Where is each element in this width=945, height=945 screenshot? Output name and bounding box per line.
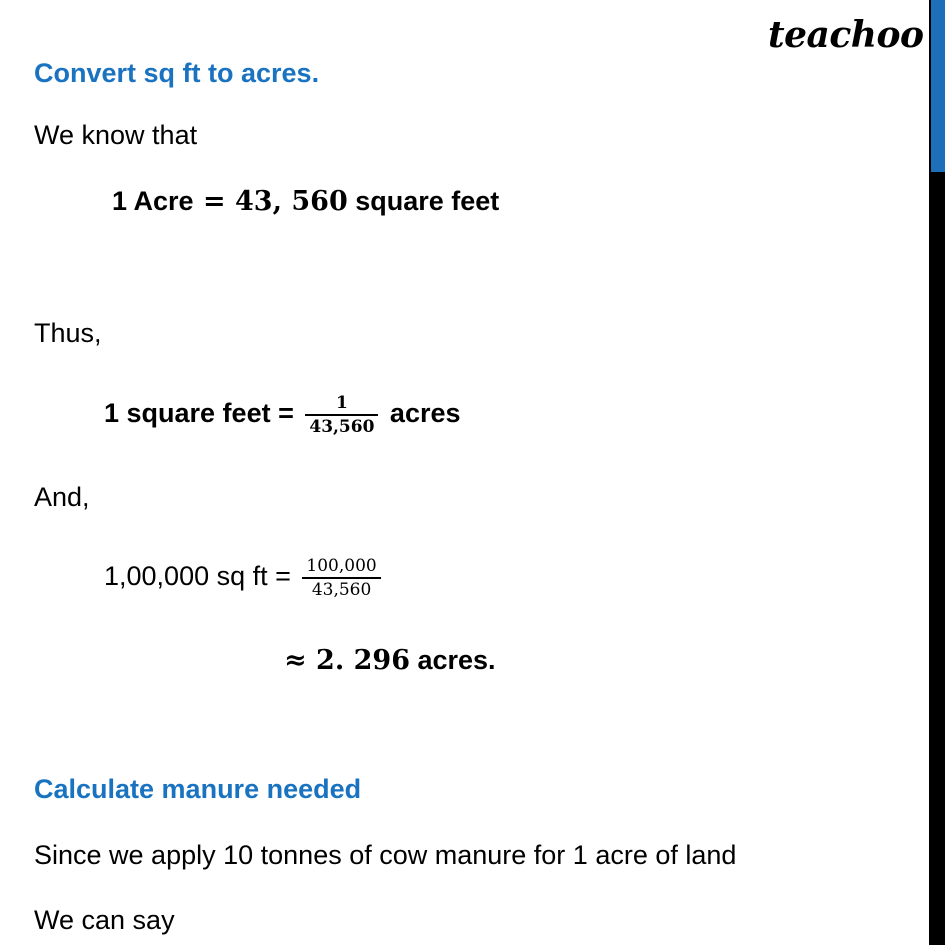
approx-unit: acres. (409, 645, 496, 675)
sqft-numerator: 1 (305, 392, 378, 416)
conversion-label: 1,00,000 sq ft = (104, 561, 299, 592)
thus-text: Thus, (34, 318, 102, 348)
conversion-equation (104, 555, 385, 601)
scrollbar-thumb[interactable] (931, 0, 945, 172)
manure-rate-text: Since we apply 10 tonnes of cow manure for 1 acre of land (34, 840, 737, 870)
conversion-fraction (302, 555, 380, 601)
conversion-numerator: 100,000 (302, 555, 380, 579)
sqft-label: 1 square feet = (104, 398, 302, 429)
section-heading-manure: Calculate manure needed (34, 774, 362, 804)
sqft-fraction (305, 392, 378, 438)
approx-result (284, 645, 496, 676)
section-heading-convert: Convert sq ft to acres. (34, 58, 320, 88)
approx-value: 2. 296 (316, 645, 410, 676)
we-can-say-text: We can say (34, 905, 175, 935)
conversion-denominator: 43,560 (311, 580, 372, 600)
sqft-equation (104, 392, 461, 438)
acre-value: 43, 560 (235, 186, 348, 217)
acre-equation (112, 186, 499, 217)
acre-equals: = (193, 186, 235, 217)
we-know-text: We know that (34, 120, 198, 150)
acre-unit: square feet (347, 186, 500, 216)
sqft-denominator: 43,560 (309, 417, 375, 437)
and-text: And, (34, 482, 90, 512)
approx-symbol: ≈ (284, 645, 317, 676)
sqft-unit: acres (382, 398, 461, 429)
acre-label: 1 Acre (112, 186, 194, 216)
teachoo-logo: teachoo (768, 14, 924, 56)
